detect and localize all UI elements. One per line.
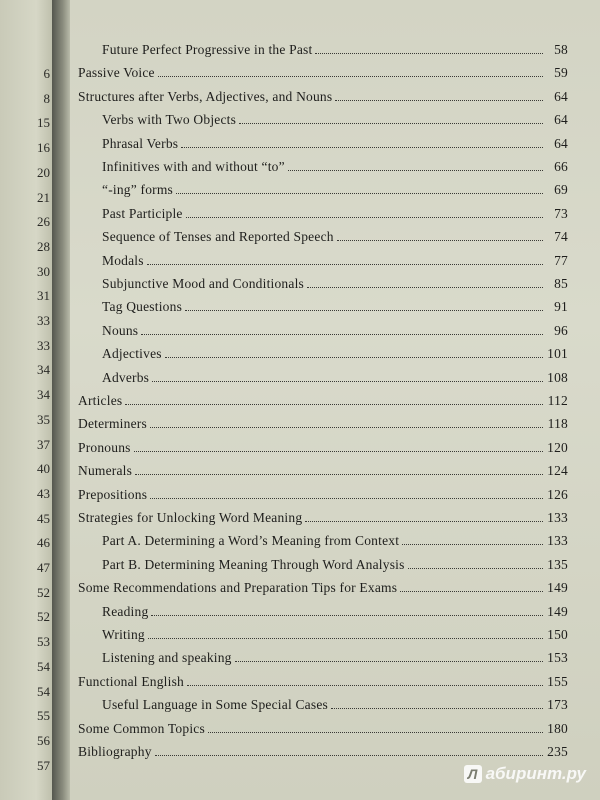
toc-entry-title: Part A. Determining a Word’s Meaning from Context bbox=[102, 533, 400, 549]
left-page-number: 43 bbox=[37, 485, 50, 501]
toc-entry bbox=[70, 691, 568, 713]
left-page-number: 52 bbox=[37, 609, 50, 625]
left-page-number: 54 bbox=[37, 658, 50, 674]
left-page-number: 26 bbox=[37, 214, 50, 230]
toc-entry bbox=[70, 340, 568, 362]
toc-entry-title: Bibliography bbox=[78, 744, 152, 759]
toc-entry bbox=[70, 504, 568, 526]
dot-leader bbox=[141, 334, 543, 335]
left-page-number: 15 bbox=[37, 115, 50, 131]
dot-leader bbox=[148, 638, 543, 639]
toc-entry bbox=[70, 176, 568, 198]
dot-leader bbox=[125, 404, 543, 405]
toc-entry bbox=[70, 410, 568, 432]
left-page-number: 6 bbox=[43, 66, 50, 81]
left-page-number: 40 bbox=[37, 461, 50, 477]
toc-entry-title: Prepositions bbox=[78, 486, 148, 502]
toc-entry-title: Part B. Determining Meaning Through Word Analysis bbox=[102, 556, 405, 572]
left-page-number: 52 bbox=[37, 584, 50, 600]
toc-entry bbox=[70, 598, 568, 620]
toc-entry bbox=[70, 574, 568, 596]
dot-leader bbox=[187, 685, 543, 686]
toc-entry-title: Sequence of Tenses and Reported Speech bbox=[102, 229, 334, 245]
dot-leader bbox=[152, 381, 543, 382]
toc-entry-title: Future Perfect Progressive in the Past bbox=[102, 42, 313, 57]
toc-entry-title: Structures after Verbs, Adjectives, and Nouns bbox=[78, 88, 333, 104]
dot-leader bbox=[181, 147, 543, 148]
dot-leader bbox=[176, 193, 543, 194]
dot-leader bbox=[305, 521, 543, 522]
toc-entry-title: Infinitives with and without “to” bbox=[102, 159, 285, 174]
toc-entry bbox=[70, 270, 568, 292]
toc-entry-title: Reading bbox=[102, 603, 149, 619]
left-page-number: 31 bbox=[37, 288, 50, 304]
toc-entry-page: 108 bbox=[547, 369, 568, 385]
toc-entry bbox=[70, 317, 568, 339]
toc-entry bbox=[70, 551, 568, 573]
toc-entry-page: 149 bbox=[547, 603, 568, 619]
toc-entry bbox=[70, 621, 568, 643]
toc-entry-title: Listening and speaking bbox=[102, 650, 232, 666]
dot-leader bbox=[337, 240, 543, 241]
left-page-number: 34 bbox=[37, 362, 50, 378]
dot-leader bbox=[335, 100, 543, 101]
dot-leader bbox=[186, 217, 543, 218]
toc-entry-page: 133 bbox=[547, 510, 568, 525]
toc-entry-page: 59 bbox=[554, 65, 568, 81]
toc-entry-title: Verbs with Two Objects bbox=[102, 112, 237, 128]
right-page bbox=[70, 0, 600, 800]
dot-leader bbox=[408, 568, 543, 569]
toc-entry bbox=[70, 83, 568, 105]
toc-entry-page: 96 bbox=[554, 322, 568, 338]
toc-entry-title: Adjectives bbox=[102, 346, 162, 362]
labirint-watermark bbox=[464, 764, 586, 784]
toc-entry bbox=[70, 387, 568, 409]
dot-leader bbox=[288, 170, 543, 171]
left-page-number: 33 bbox=[37, 313, 50, 328]
toc-entry-page: 118 bbox=[547, 416, 568, 432]
toc-entry-page: 66 bbox=[554, 159, 568, 174]
toc-entry-title: Strategies for Unlocking Word Meaning bbox=[78, 510, 303, 525]
dot-leader bbox=[147, 264, 543, 265]
dot-leader bbox=[185, 310, 543, 311]
left-page-number: 30 bbox=[37, 263, 50, 279]
toc-entry bbox=[70, 153, 568, 175]
left-page-number: 46 bbox=[37, 535, 50, 551]
dot-leader bbox=[155, 755, 543, 756]
toc-entry-page: 135 bbox=[547, 556, 568, 572]
left-page-number: 16 bbox=[37, 140, 50, 156]
toc-entry bbox=[70, 59, 568, 81]
toc-entry bbox=[70, 457, 568, 479]
left-page-number: 21 bbox=[37, 189, 50, 205]
left-page-number: 37 bbox=[37, 436, 50, 452]
book-gutter bbox=[52, 0, 70, 800]
left-page-number: 47 bbox=[37, 560, 50, 575]
toc-entry-title: Functional English bbox=[78, 673, 184, 689]
toc-entry-title: Pronouns bbox=[78, 439, 131, 455]
toc-entry-title: Past Participle bbox=[102, 205, 183, 221]
dot-leader bbox=[135, 474, 543, 475]
toc-entry-page: 101 bbox=[547, 346, 568, 362]
toc-entry-title: Numerals bbox=[78, 463, 133, 479]
left-page-number: 53 bbox=[37, 634, 50, 650]
toc-entry bbox=[70, 36, 568, 58]
left-page-number: 55 bbox=[37, 708, 50, 724]
toc-entry-title: Determiners bbox=[78, 416, 147, 432]
dot-leader bbox=[165, 357, 543, 358]
left-page-number: 56 bbox=[37, 732, 50, 748]
toc-entry-page: 133 bbox=[547, 533, 568, 549]
toc-entry-page: 153 bbox=[547, 650, 568, 666]
toc-entry-page: 91 bbox=[554, 299, 568, 315]
toc-entry-page: 64 bbox=[554, 135, 568, 151]
toc-entry-page: 77 bbox=[554, 252, 568, 268]
toc-entry-page: 149 bbox=[547, 580, 568, 596]
toc-entry bbox=[70, 293, 568, 315]
watermark-text: абиринт.ру bbox=[485, 764, 586, 783]
toc-entry-page: 112 bbox=[547, 393, 568, 408]
toc-entry bbox=[70, 200, 568, 222]
toc-entry-page: 74 bbox=[554, 229, 568, 245]
left-page-number: 28 bbox=[37, 238, 50, 254]
toc-entry bbox=[70, 738, 568, 760]
dot-leader bbox=[150, 498, 543, 499]
toc-entry-title: Adverbs bbox=[102, 369, 150, 385]
dot-leader bbox=[331, 708, 543, 709]
dot-leader bbox=[150, 427, 543, 428]
left-page-number: 34 bbox=[37, 387, 50, 403]
dot-leader bbox=[402, 544, 543, 545]
toc-entry-page: 173 bbox=[547, 697, 568, 713]
toc-entry-page: 155 bbox=[547, 673, 568, 689]
toc-entry bbox=[70, 106, 568, 128]
left-page-number: 45 bbox=[37, 510, 50, 526]
toc-entry-page: 235 bbox=[547, 744, 568, 759]
toc-entry-title: Useful Language in Some Special Cases bbox=[102, 697, 328, 713]
toc-entry-title: Subjunctive Mood and Conditionals bbox=[102, 276, 304, 291]
left-page-number: 54 bbox=[37, 683, 50, 699]
toc-entry bbox=[70, 434, 568, 456]
toc-entry bbox=[70, 668, 568, 690]
toc-entry bbox=[70, 130, 568, 152]
toc-entry-page: 120 bbox=[547, 439, 568, 455]
left-page-number: 57 bbox=[37, 757, 50, 773]
toc-entry-title: Some Recommendations and Preparation Tips for Exams bbox=[78, 580, 398, 596]
dot-leader bbox=[400, 591, 543, 592]
toc-entry-page: 58 bbox=[554, 42, 568, 57]
dot-leader bbox=[235, 661, 543, 662]
toc-entry bbox=[70, 527, 568, 549]
dot-leader bbox=[158, 76, 543, 77]
dot-leader bbox=[208, 732, 543, 733]
left-page bbox=[0, 0, 52, 800]
toc-entry bbox=[70, 247, 568, 269]
toc-entry bbox=[70, 644, 568, 666]
toc-entry-title: Modals bbox=[102, 252, 144, 268]
toc-entry-title: Nouns bbox=[102, 322, 139, 338]
toc-entry-title: “-ing” forms bbox=[102, 182, 174, 198]
toc-entry-title: Passive Voice bbox=[78, 65, 155, 81]
left-page-number: 33 bbox=[37, 337, 50, 353]
left-page-number: 8 bbox=[43, 90, 50, 106]
toc-entry-title: Tag Questions bbox=[102, 299, 183, 315]
toc-entry-page: 85 bbox=[554, 276, 568, 291]
dot-leader bbox=[315, 53, 543, 54]
toc-entry-page: 64 bbox=[554, 112, 568, 128]
toc-entry-page: 73 bbox=[554, 205, 568, 221]
dot-leader bbox=[239, 123, 543, 124]
toc-entry bbox=[70, 223, 568, 245]
toc-entry bbox=[70, 715, 568, 737]
toc-entry-page: 64 bbox=[554, 88, 568, 104]
toc-entry bbox=[70, 364, 568, 386]
labirint-logo-icon: Л bbox=[464, 765, 482, 783]
toc-entry-title: Some Common Topics bbox=[78, 720, 205, 736]
toc-entry-page: 150 bbox=[547, 627, 568, 642]
dot-leader bbox=[151, 615, 543, 616]
toc-entry-page: 180 bbox=[547, 720, 568, 736]
dot-leader bbox=[134, 451, 543, 452]
toc-entry-page: 124 bbox=[547, 463, 568, 479]
toc-entry-title: Writing bbox=[102, 627, 145, 642]
toc-entry bbox=[70, 481, 568, 503]
left-page-number: 35 bbox=[37, 411, 50, 427]
dot-leader bbox=[307, 287, 543, 288]
toc-entry-page: 126 bbox=[547, 486, 568, 502]
toc-entry-title: Articles bbox=[78, 393, 123, 408]
toc-entry-page: 69 bbox=[554, 182, 568, 198]
toc-entry-title: Phrasal Verbs bbox=[102, 135, 179, 151]
left-page-number: 20 bbox=[37, 164, 50, 180]
